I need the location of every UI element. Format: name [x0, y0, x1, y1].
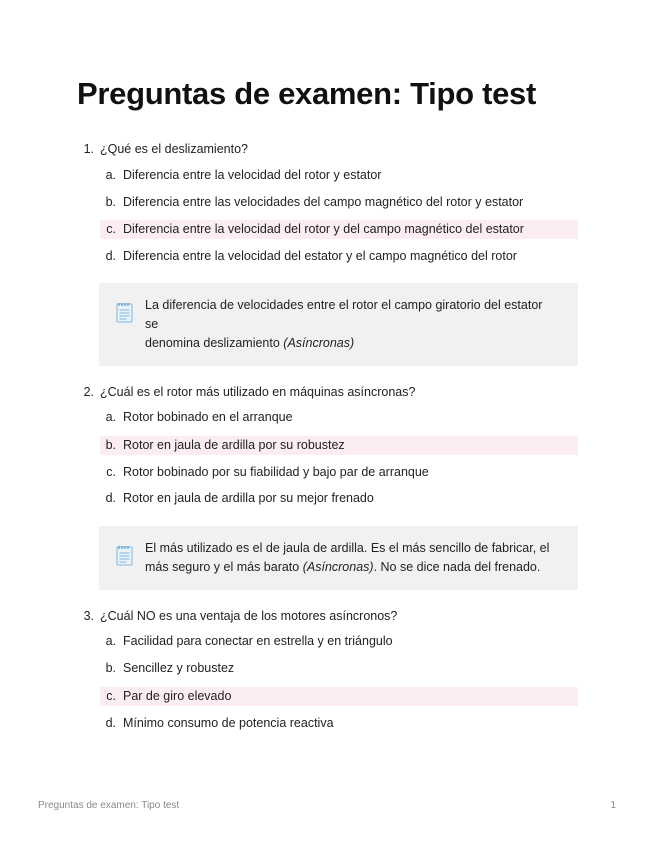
- page-number: 1: [610, 800, 616, 811]
- question-header: [81, 608, 581, 624]
- option-letter: b.: [105, 438, 116, 452]
- option-a: [100, 166, 578, 185]
- option-letter: b.: [105, 195, 116, 209]
- option-text: Rotor en jaula de ardilla por su robustez: [123, 438, 345, 452]
- question-text: ¿Cuál NO es una ventaja de los motores asíncronos?: [100, 609, 398, 623]
- option-text: Diferencia entre la velocidad del rotor y estator: [123, 168, 382, 182]
- note-line: El más utilizado es el de jaula de ardilla. Es el más sencillo de fabricar, el: [145, 541, 550, 555]
- option-text: Par de giro elevado: [123, 689, 232, 703]
- option-d: [100, 489, 578, 508]
- note-emphasis: (Asíncronas): [283, 336, 355, 350]
- question-2: [81, 384, 581, 505]
- note-line: se: [145, 317, 159, 331]
- option-a: [100, 632, 578, 651]
- option-a: [100, 408, 578, 427]
- option-text: Rotor bobinado por su fiabilidad y bajo par de arranque: [123, 465, 429, 479]
- question-header: [81, 384, 581, 400]
- question-number: 2.: [83, 385, 94, 399]
- note-line: [145, 558, 567, 577]
- note-text: [145, 296, 567, 353]
- option-c: [100, 463, 578, 482]
- option-text: Sencillez y robustez: [123, 661, 235, 675]
- option-c-correct: [100, 687, 578, 706]
- option-text: Diferencia entre la velocidad del rotor y del campo magnético del estator: [123, 222, 524, 236]
- question-text: ¿Qué es el deslizamiento?: [100, 142, 248, 156]
- option-b: [100, 659, 578, 678]
- note-line: La diferencia de velocidades entre el rotor el campo giratorio del estator: [145, 298, 543, 312]
- question-text: ¿Cuál es el rotor más utilizado en máquinas asíncronas?: [100, 385, 416, 399]
- option-letter: c.: [106, 465, 116, 479]
- question-1: [81, 141, 581, 263]
- note-box: [99, 526, 578, 590]
- option-b: [100, 193, 578, 212]
- option-letter: a.: [105, 634, 116, 648]
- option-text: Diferencia entre la velocidad del estator y el campo magnético del rotor: [123, 249, 517, 263]
- option-text: Facilidad para conectar en estrella y en triángulo: [123, 634, 393, 648]
- page-title: Preguntas de examen: Tipo test: [77, 76, 536, 111]
- note-text-span: denomina deslizamiento: [145, 336, 284, 350]
- notepad-icon: [116, 545, 133, 566]
- option-text: Rotor en jaula de ardilla por su mejor frenado: [123, 491, 374, 505]
- question-number: 3.: [83, 609, 94, 623]
- option-letter: a.: [105, 410, 116, 424]
- option-letter: a.: [105, 168, 116, 182]
- option-letter: c.: [106, 689, 116, 703]
- option-text: Rotor bobinado en el arranque: [123, 410, 293, 424]
- option-b-correct: [100, 436, 578, 455]
- option-letter: d.: [105, 491, 116, 505]
- note-line: [145, 334, 567, 353]
- footer-title: Preguntas de examen: Tipo test: [38, 800, 180, 811]
- note-box: [99, 283, 578, 366]
- option-c-correct: [100, 220, 578, 239]
- option-letter: d.: [105, 716, 116, 730]
- option-d: [100, 247, 578, 266]
- note-text: [145, 539, 567, 577]
- question-header: [81, 141, 581, 157]
- note-text-span: más seguro y el más barato: [145, 560, 303, 574]
- option-letter: d.: [105, 249, 116, 263]
- question-3: [81, 608, 581, 730]
- option-text: Mínimo consumo de potencia reactiva: [123, 716, 334, 730]
- option-letter: b.: [105, 661, 116, 675]
- option-d: [100, 714, 578, 733]
- note-text-span: . No se dice nada del frenado.: [373, 560, 541, 574]
- option-letter: c.: [106, 222, 116, 236]
- option-text: Diferencia entre las velocidades del campo magnético del rotor y estator: [123, 195, 524, 209]
- question-number: 1.: [83, 142, 94, 156]
- notepad-icon: [116, 302, 133, 323]
- note-emphasis: (Asíncronas): [302, 560, 374, 574]
